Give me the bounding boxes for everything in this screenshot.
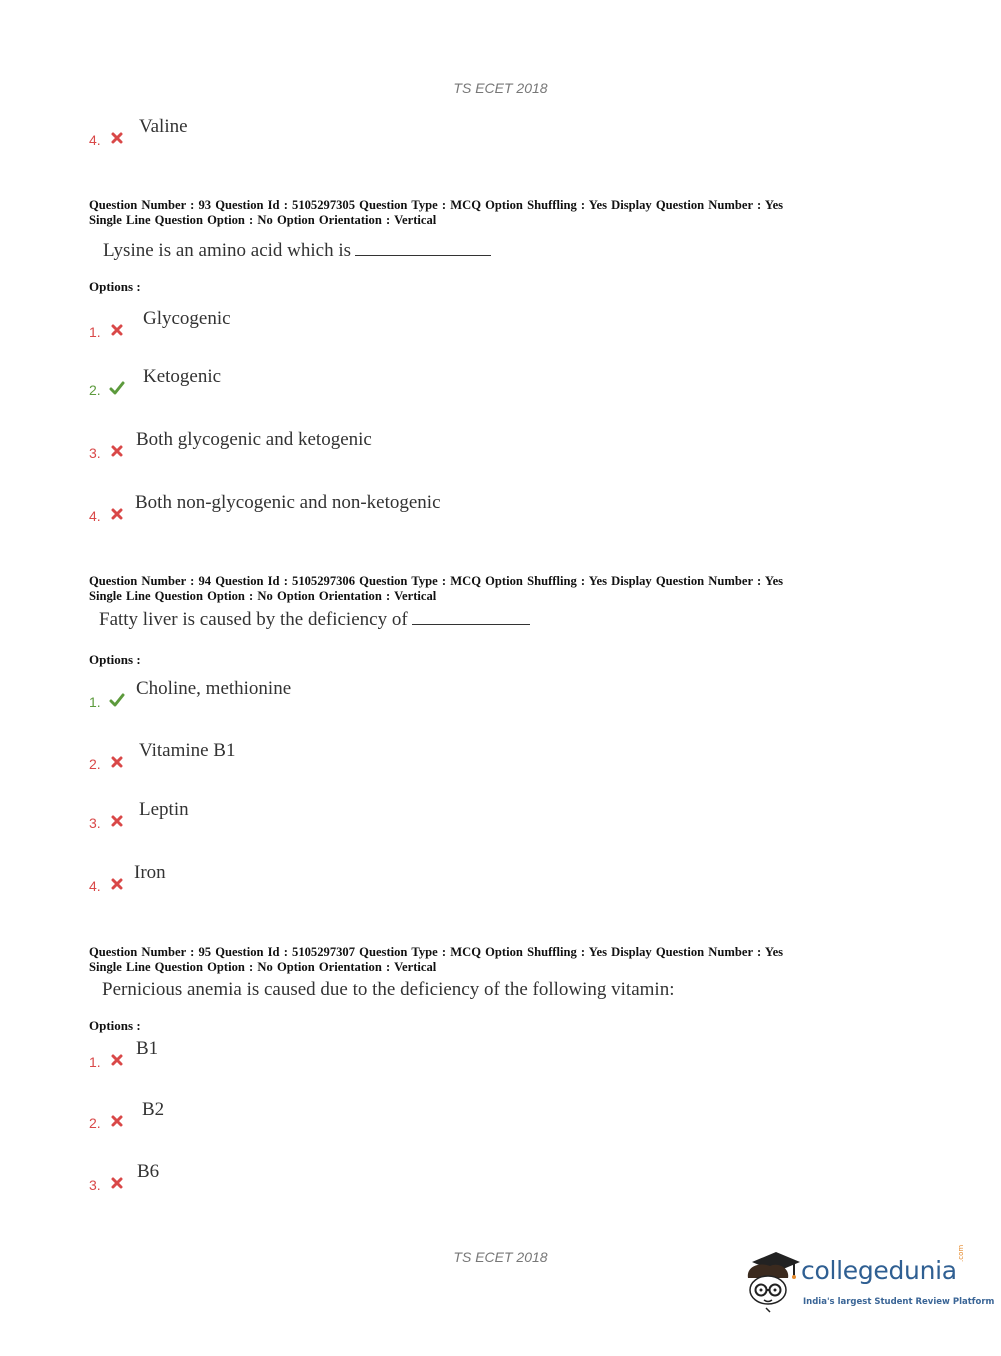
option-number: 1. [89, 1054, 101, 1070]
answer-blank [412, 623, 530, 625]
option-text: Vitamine B1 [139, 740, 236, 761]
option-text: Both glycogenic and ketogenic [136, 429, 372, 450]
question-94-text [99, 609, 530, 631]
logo-tagline: India's largest Student Review Platform [803, 1297, 995, 1307]
option-number: 2. [89, 382, 101, 398]
cross-icon [109, 1052, 125, 1068]
question-text: Fatty liver is caused by the deficiency of [99, 609, 408, 630]
options-label: Options : [89, 652, 141, 667]
meta-line-1: Question Number : 93 Question Id : 5105297305 Question Type : MCQ Option Shuffling : Yes Display Question Number : Yes [89, 198, 784, 212]
option-text: B6 [137, 1161, 160, 1182]
cross-icon [109, 443, 125, 459]
option-text: B1 [136, 1038, 159, 1059]
meta-line-1: Question Number : 94 Question Id : 5105297306 Question Type : MCQ Option Shuffling : Yes Display Question Number : Yes [89, 574, 784, 588]
page-header: TS ECET 2018 [453, 80, 548, 96]
option-number: 1. [89, 694, 101, 710]
cross-icon [109, 506, 125, 522]
logo-domain: .com [957, 1244, 965, 1262]
option-number: 3. [89, 815, 101, 831]
page-footer: TS ECET 2018 [453, 1249, 548, 1265]
options-label: Options : [89, 1018, 141, 1033]
option-text: Choline, methionine [136, 678, 292, 699]
question-93-text [103, 240, 491, 262]
cross-icon [109, 130, 125, 146]
meta-line-2: Single Line Question Option : No Option Orientation : Vertical [89, 212, 437, 227]
option-text: Leptin [139, 799, 189, 820]
option-text: Both non-glycogenic and non-ketogenic [135, 492, 441, 513]
options-label: Options : [89, 279, 141, 294]
cross-icon [109, 876, 125, 892]
option-number: 4. [89, 132, 101, 148]
option-text: B2 [142, 1099, 165, 1120]
option-number: 3. [89, 445, 101, 461]
question-95-text: Pernicious anemia is caused due to the deficiency of the following vitamin: [102, 979, 675, 1000]
cross-icon [109, 322, 125, 338]
meta-line-1: Question Number : 95 Question Id : 5105297307 Question Type : MCQ Option Shuffling : Yes Display Question Number : Yes [89, 945, 784, 959]
answer-blank [355, 254, 491, 256]
question-93-meta [89, 198, 783, 227]
option-number: 3. [89, 1177, 101, 1193]
cross-icon [109, 754, 125, 770]
meta-line-2: Single Line Question Option : No Option Orientation : Vertical [89, 588, 437, 603]
option-number: 2. [89, 756, 101, 772]
meta-line-2: Single Line Question Option : No Option Orientation : Vertical [89, 959, 437, 974]
cross-icon [109, 1113, 125, 1129]
cross-icon [109, 813, 125, 829]
option-number: 4. [89, 878, 101, 894]
question-94-meta [89, 574, 783, 603]
option-number: 2. [89, 1115, 101, 1131]
question-text: Lysine is an amino acid which is [103, 240, 352, 261]
option-text: Valine [139, 116, 188, 137]
logo-wordmark: collegedunia [801, 1256, 957, 1285]
option-text: Glycogenic [143, 308, 231, 329]
option-text: Iron [134, 862, 166, 883]
check-icon [109, 380, 125, 396]
cross-icon [109, 1175, 125, 1191]
question-95-meta [89, 945, 783, 974]
check-icon [109, 692, 125, 708]
mascot-icon [742, 1248, 802, 1318]
option-text: Ketogenic [143, 366, 222, 387]
collegedunia-logo [742, 1244, 995, 1318]
option-number: 1. [89, 324, 101, 340]
option-number: 4. [89, 508, 101, 524]
